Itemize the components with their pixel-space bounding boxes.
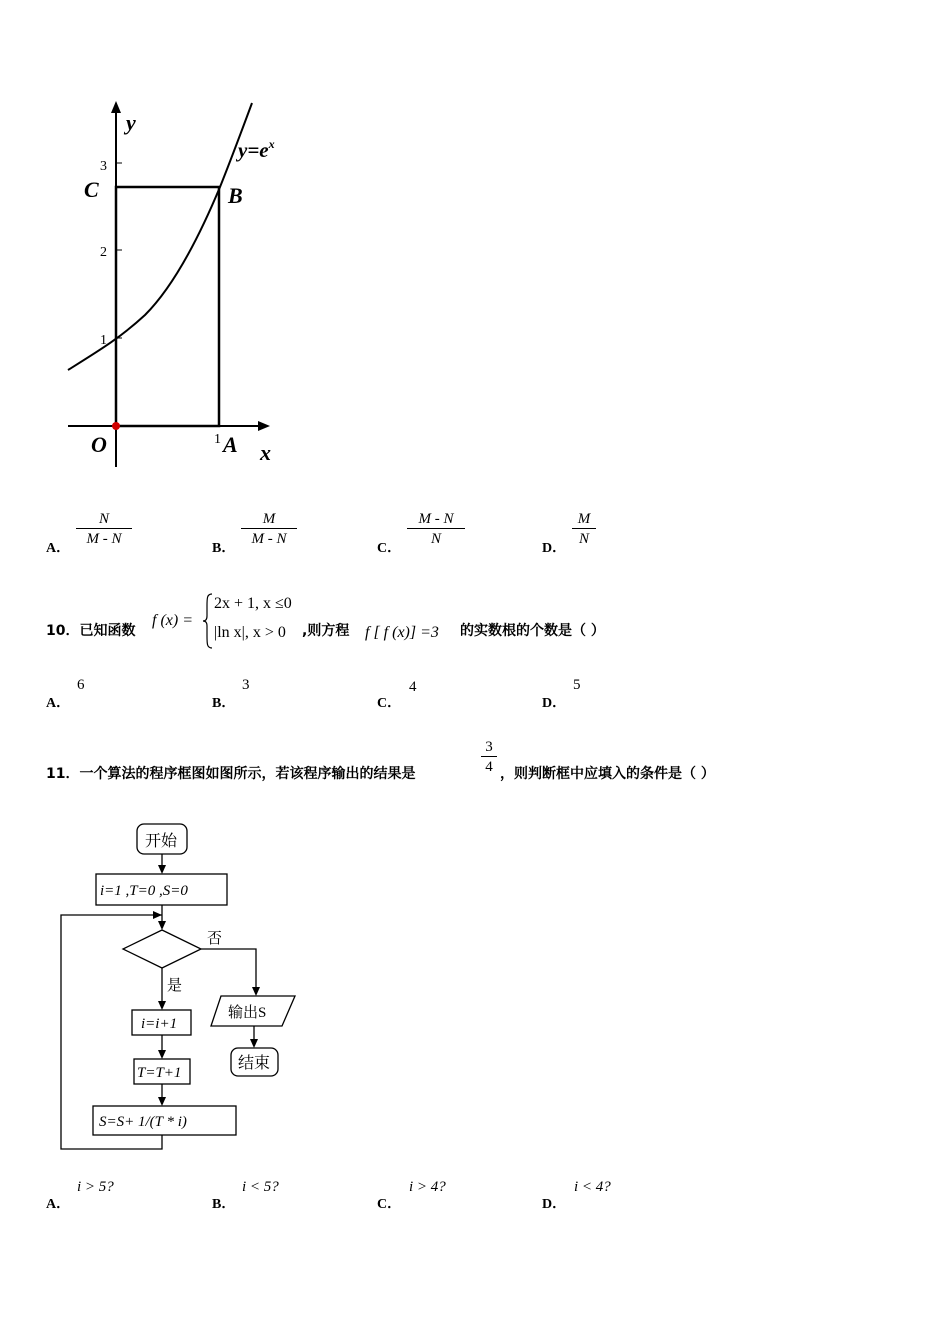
step2-label: T=T+1 — [137, 1065, 182, 1081]
option-letter: B． — [212, 541, 236, 556]
option-value: i < 5? — [242, 1179, 279, 1195]
point-o-label: O — [91, 432, 107, 457]
option-letter: A． — [46, 696, 71, 711]
function-name: f (x) = — [152, 612, 193, 629]
result-fraction: $\frac{3}{4}$ — [481, 738, 497, 777]
option-letter: C． — [377, 541, 402, 556]
tick-label-3: 3 — [100, 159, 107, 174]
no-label: 否 — [207, 931, 223, 947]
option-letter: D． — [542, 541, 567, 556]
option-letter: B． — [212, 696, 236, 711]
option-value: 5 — [573, 677, 581, 693]
equation: f [ f (x)] =3 — [365, 624, 439, 641]
end-label: 结束 — [238, 1055, 271, 1072]
option-letter: B． — [212, 1197, 236, 1212]
option-value: 4 — [409, 679, 417, 695]
option-fraction: $\frac{M}{M - N}$ — [241, 510, 297, 549]
yes-label: 是 — [167, 978, 183, 994]
option-fraction: $\frac{M}{N}$ — [572, 510, 596, 549]
option-value: 3 — [242, 677, 250, 693]
option-letter: D． — [542, 1197, 567, 1212]
tick-label-x1: 1 — [214, 432, 221, 447]
question-text: 的实数根的个数是（ ） — [460, 623, 605, 639]
point-b-label: B — [228, 183, 243, 208]
output-label: 输出S — [228, 1005, 267, 1021]
piecewise-case-1: 2x + 1, x ≤0 — [214, 595, 292, 612]
tick-label-1: 1 — [100, 333, 107, 348]
exp-curve — [68, 103, 252, 370]
option-value: i < 4? — [574, 1179, 611, 1195]
step3-label: S=S+ 1/(T * i) — [99, 1114, 187, 1130]
option-letter: A． — [46, 541, 71, 556]
question-text: 10．已知函数 — [46, 623, 136, 639]
decision-diamond — [123, 930, 201, 968]
tick-label-2: 2 — [100, 245, 107, 260]
option-letter: C． — [377, 696, 402, 711]
option-fraction: $\frac{M - N}{N}$ — [407, 510, 465, 549]
flowchart — [55, 818, 305, 1158]
point-a-label: A — [223, 432, 238, 457]
x-axis-arrow — [258, 421, 270, 431]
piecewise-case-2: |ln x|, x > 0 — [214, 624, 286, 641]
option-letter: A． — [46, 1197, 71, 1212]
question-text: ，则判断框中应填入的条件是（ ） — [500, 766, 715, 782]
step1-label: i=i+1 — [141, 1016, 178, 1032]
option-value: i > 5? — [77, 1179, 114, 1195]
exponential-graph — [60, 95, 320, 485]
init-label: i=1 ,T=0 ,S=0 — [100, 883, 188, 899]
option-value: i > 4? — [409, 1179, 446, 1195]
start-label: 开始 — [145, 833, 178, 850]
y-axis-arrow — [111, 101, 121, 113]
question-text: ,则方程 — [302, 623, 350, 639]
x-axis-label: x — [260, 440, 271, 465]
curve-label: $y=e^x$ — [238, 137, 275, 162]
question-text: 11．一个算法的程序框图如图所示，若该程序输出的结果是 — [46, 766, 416, 782]
point-c-label: C — [84, 177, 99, 202]
option-letter: D． — [542, 696, 567, 711]
origin-point — [112, 422, 120, 430]
piecewise-brace — [202, 592, 214, 650]
option-fraction: $\frac{N}{M - N}$ — [76, 510, 132, 549]
y-axis-label: y — [126, 110, 136, 135]
option-letter: C． — [377, 1197, 402, 1212]
option-value: 6 — [77, 677, 85, 693]
